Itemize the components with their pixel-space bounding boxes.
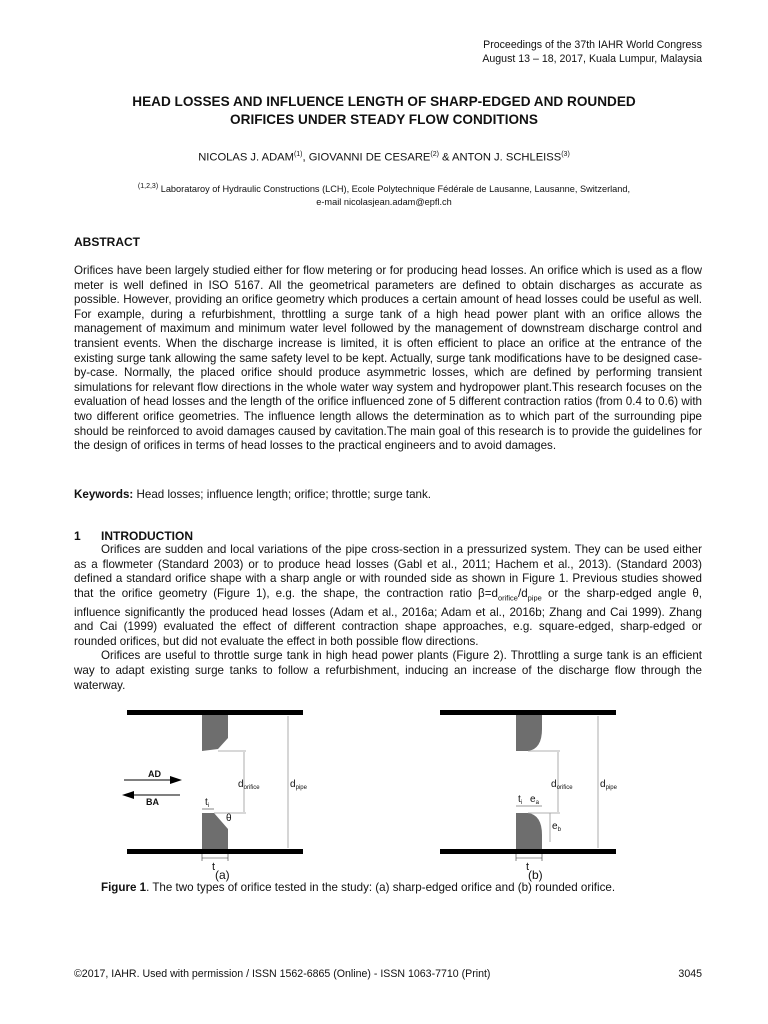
- label-t: t: [212, 861, 216, 873]
- separator: ,: [302, 151, 309, 164]
- introduction-body: [74, 543, 702, 693]
- panel-a-label: (a): [215, 868, 230, 882]
- section-number: 1: [74, 529, 81, 543]
- label-d-orifice: $d_{orifice}$: [551, 779, 573, 791]
- header-line-2: August 13 – 18, 2017, Kuala Lumpur, Malaysia: [482, 53, 702, 65]
- figure-1-diagram: [110, 705, 670, 885]
- subscript: pipe: [527, 593, 542, 603]
- orifice-upper-plate: [202, 715, 228, 751]
- abstract-heading: ABSTRACT: [74, 235, 140, 249]
- pipe-wall-top: [440, 710, 616, 715]
- keywords-text: Head losses; influence length; orifice; throttle; surge tank.: [133, 488, 432, 501]
- pipe-wall-bottom: [440, 849, 616, 854]
- keywords-label: Keywords:: [74, 488, 134, 501]
- affiliation-text: Laborataroy of Hydraulic Constructions (LCH), Ecole Polytechnique Fédérale de Lausanne, Lausanne, Switzerland,: [158, 184, 631, 195]
- orifice-upper-plate: [516, 715, 542, 751]
- author-3-affiliation: (3): [561, 151, 570, 158]
- proceedings-header: [482, 38, 702, 66]
- label-ti: $t_i$: [205, 797, 210, 809]
- orifice-lower-plate: [516, 813, 542, 849]
- author-2-affiliation: (2): [430, 151, 439, 158]
- panel-a-sharp-edged-orifice: [122, 710, 308, 873]
- label-t: t: [526, 861, 530, 873]
- arrow-left-icon: [122, 791, 134, 799]
- pipe-wall-top: [127, 710, 303, 715]
- pipe-wall-bottom: [127, 849, 303, 854]
- title-line-1: HEAD LOSSES AND INFLUENCE LENGTH OF SHARP-EDGED AND ROUNDED: [132, 94, 636, 109]
- author-1-affiliation: (1): [293, 151, 303, 158]
- introduction-heading: [74, 529, 193, 543]
- label-theta: θ: [226, 813, 232, 824]
- caption-text: . The two types of orifice tested in the study: (a) sharp-edged orifice and (b) rounded orifice.: [146, 881, 616, 894]
- label-d-orifice: $d_{orifice}$: [238, 779, 260, 791]
- title-line-2: ORIFICES UNDER STEADY FLOW CONDITIONS: [230, 112, 538, 127]
- label-ti: $t_i$: [518, 794, 523, 806]
- intro-paragraph-1: [74, 543, 702, 649]
- affiliation-marker: (1,2,3): [137, 183, 159, 190]
- figure-1-caption: [101, 881, 615, 894]
- abstract-text: Orifices have been largely studied either for flow metering or for producing head losses. An orifice which is used as a flow meter is well defined in ISO 5167. All the geometrical parameters are defined to obtain discharges as accurate as possible. However, providing an orifice geometry which produces a certain amount of head losses could be useful as well. For example, during a refurbishment, throttling a surge tank of a high head power plant with an orifice allows the management of maximum and minimum water level followed by the management of downstream discharge control and transient events. When the discharge increase is limited, it is often efficient to place an orifice at the entrance of the existing surge tank allowing the same safety level to be kept. Actually, surge tank modifications have to be designed case-by-case. Normally, the placed orifice should produce asymmetric losses, which are defined by performing transient simulations for relevant flow directions in the whole water way system and hydropower plant.This research focuses on the evaluation of head losses and the length of the orifice influenced zone of 5 different contraction ratios (from 0.4 to 0.6) with two different orifice geometries. The influence length allows the determination as to which part of the surrounding pipe should be reinforced to avoid damages caused by cavitation.The main goal of this research is to provide the guidelines for the design of orifices in terms of head losses to the practical engineers and to avoid damages.: [74, 264, 702, 453]
- panel-b-rounded-orifice: [440, 710, 618, 873]
- author-1: NICOLAS J. ADAM: [198, 151, 294, 164]
- label-eb: $e_b$: [552, 821, 561, 833]
- keywords: [74, 488, 431, 501]
- contact-email: e-mail nicolasjean.adam@epfl.ch: [316, 197, 452, 208]
- header-line-1: Proceedings of the 37th IAHR World Congress: [483, 39, 702, 51]
- arrow-right-icon: [170, 776, 182, 784]
- subscript: orifice: [497, 593, 518, 603]
- affiliation: [60, 180, 708, 209]
- page-number: 3045: [678, 968, 702, 980]
- text: or the sharp-edged angle θ, influence significantly the produced head losses (Adam et al., 2016a; Adam et al., 2016b; Zhang and Cai 1999). Zhang and Cai (1999) evaluated the effect of different contraction shape approaches, e.g. square-edged, sharp-edged or rounded orifices, but did not evaluate the effect in both possible flow directions.: [74, 586, 702, 648]
- flow-direction-ba: BA: [146, 797, 159, 807]
- author-list: [60, 151, 708, 164]
- footer-copyright: ©2017, IAHR. Used with permission / ISSN 1562-6865 (Online) - ISSN 1063-7710 (Print): [74, 968, 491, 980]
- label-d-pipe: $d_{pipe}$: [290, 779, 307, 791]
- panel-b-label: (b): [528, 868, 543, 882]
- separator: &: [438, 151, 452, 164]
- intro-paragraph-2: Orifices are useful to throttle surge tank in high head power plants (Figure 2). Throttling a surge tank is an efficient way to adapt existing surge tanks to follow a refurbishment, inducing an increase of the discharge flow through the waterway.: [74, 649, 702, 692]
- section-title: INTRODUCTION: [101, 529, 193, 543]
- orifice-lower-plate: [202, 813, 228, 849]
- label-ea: $e_a$: [530, 794, 539, 806]
- label-d-pipe: $d_{pipe}$: [600, 779, 617, 791]
- text: Orifices are sudden and local variations of the pipe cross-section in a pressurized system. They can be used either as a flowmeter (Standard 2003) or to produce head losses (Gabl et al., 2011; Hachem et al., 2013). (Standard 2003) defined a standard orifice shape with a sharp angle or with rounded side as shown in Figure 1. Previous studies showed that the orifice geometry (Figure 1), e.g. the shape, the contraction ratio β=d: [74, 543, 702, 600]
- figure-label: Figure 1: [101, 881, 147, 894]
- text: /d: [517, 586, 528, 600]
- author-3: ANTON J. SCHLEISS: [452, 151, 562, 164]
- author-2: GIOVANNI DE CESARE: [308, 151, 431, 164]
- flow-direction-ad: AD: [148, 769, 161, 779]
- paper-title: [60, 93, 708, 129]
